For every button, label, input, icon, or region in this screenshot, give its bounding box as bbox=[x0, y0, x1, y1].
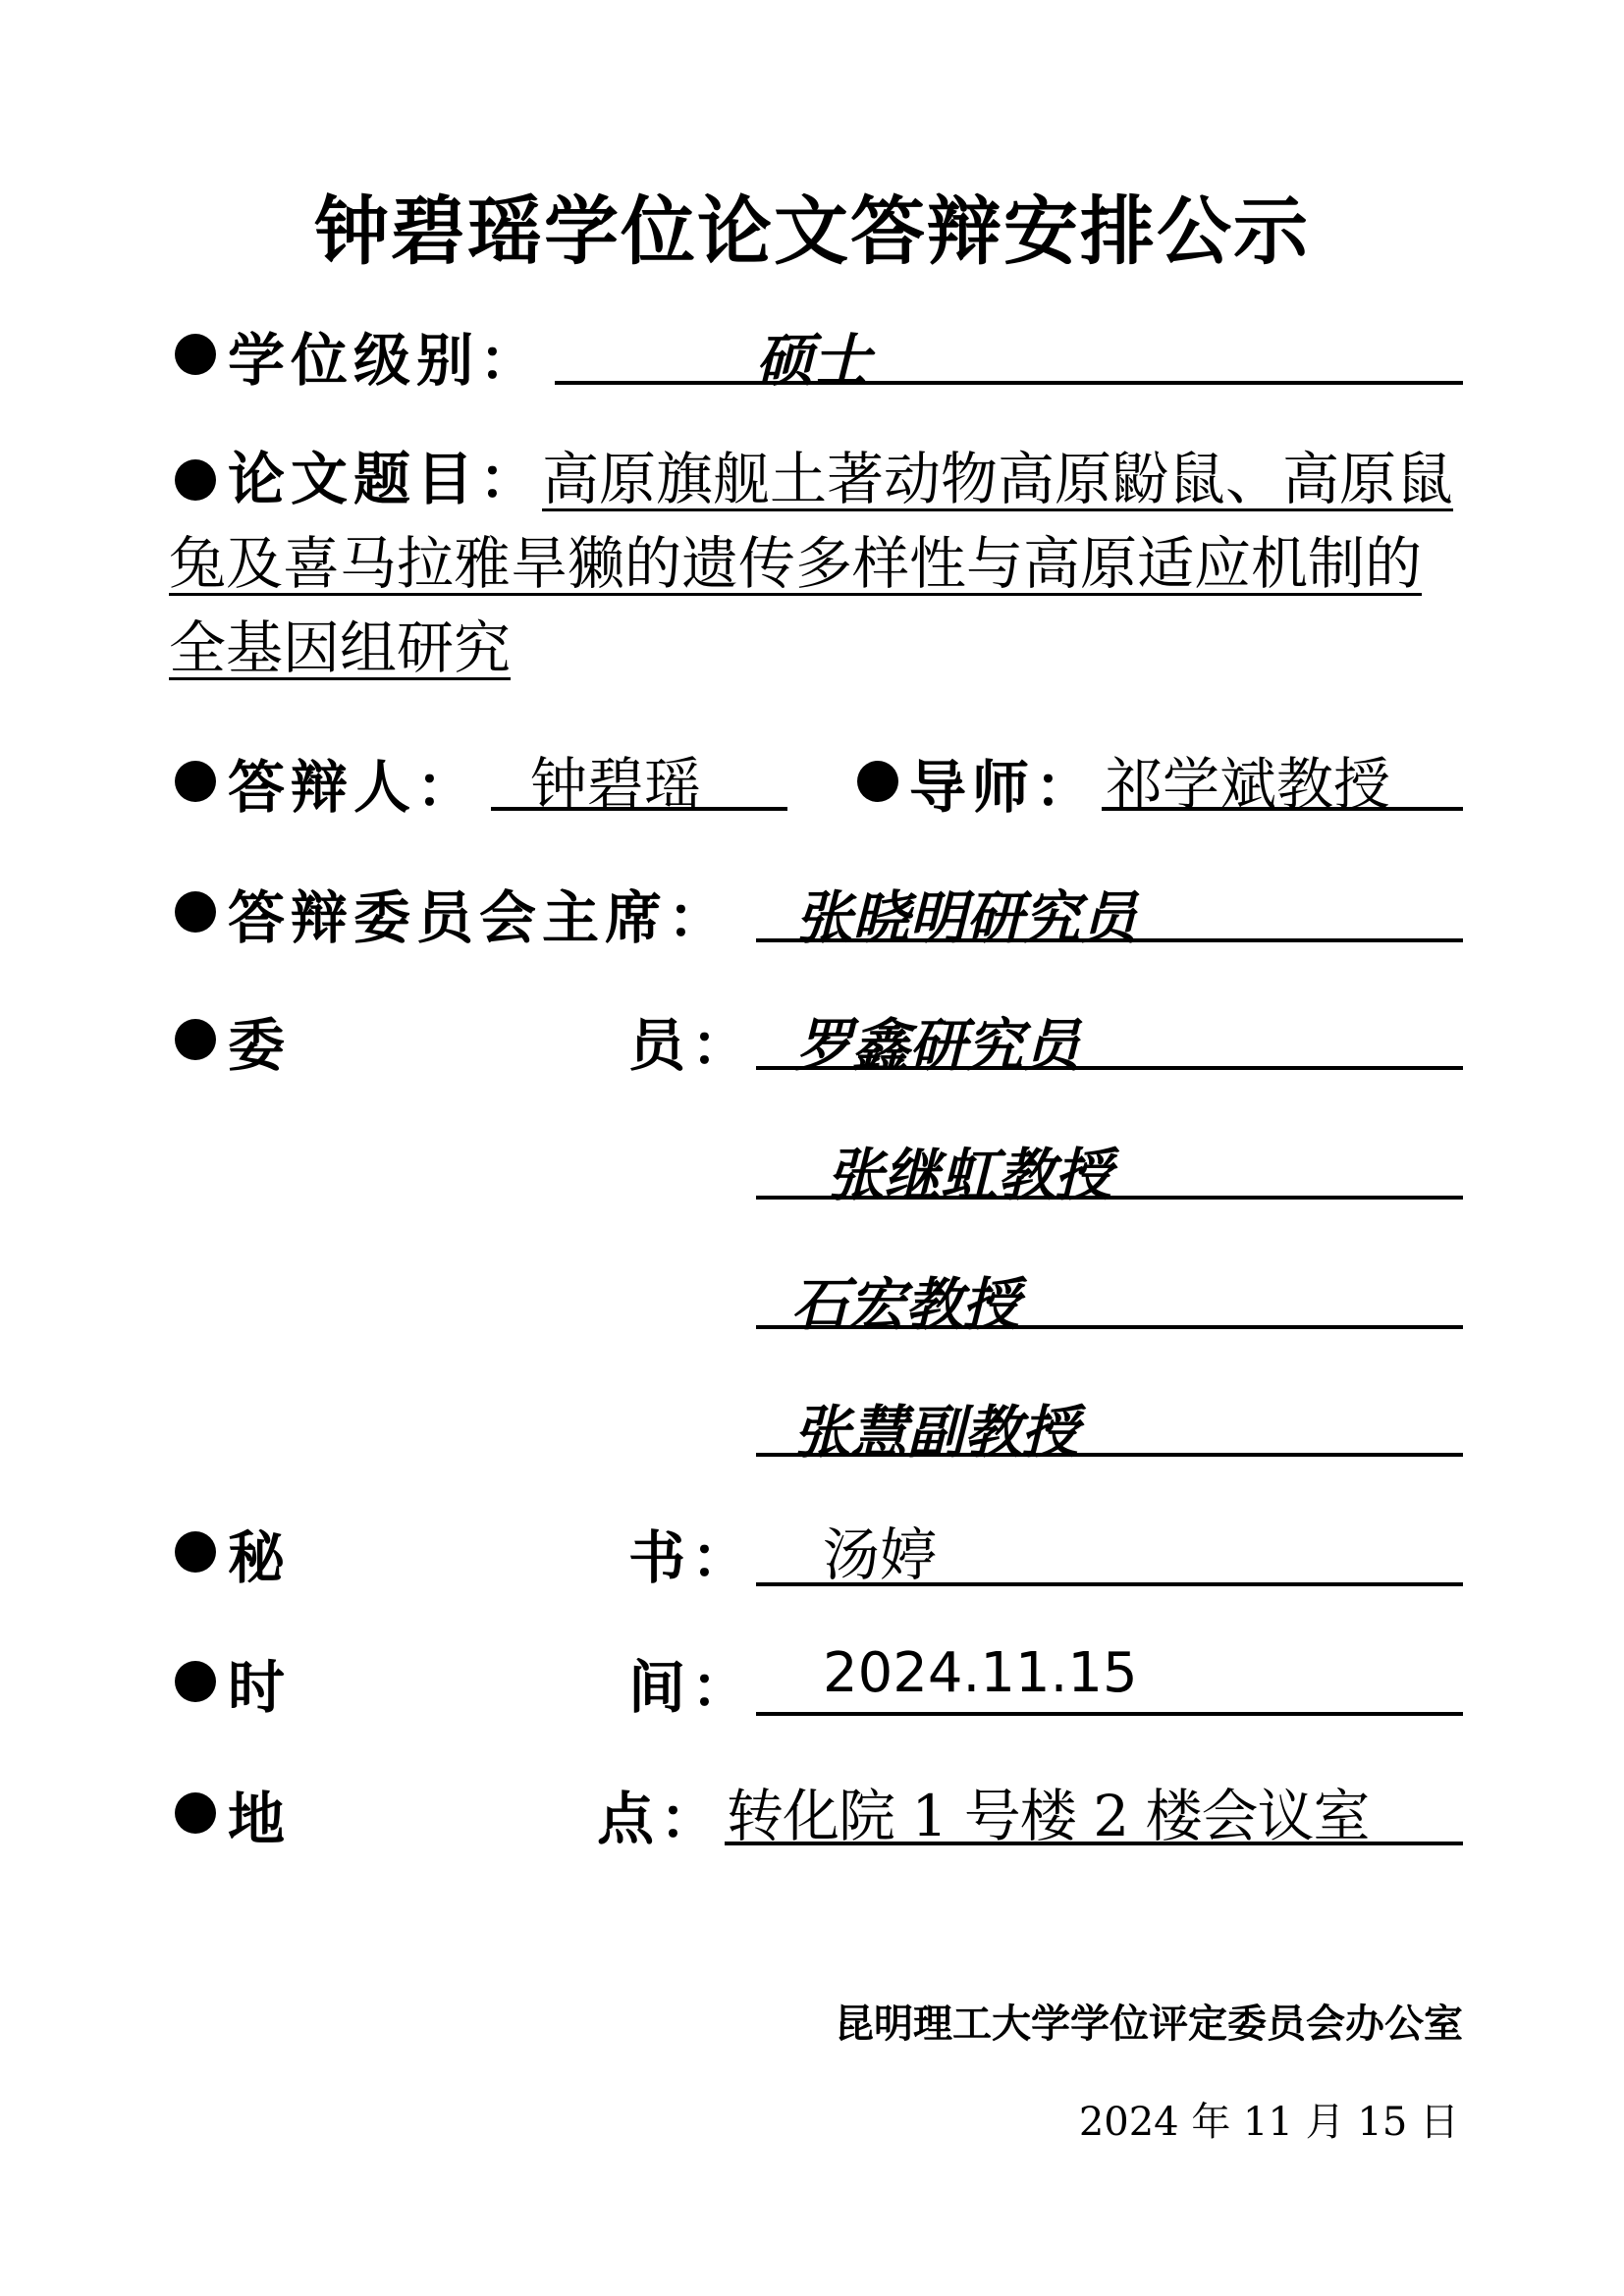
time-label-left: 时 bbox=[228, 1654, 292, 1721]
advisor-label: 导师： bbox=[909, 754, 1099, 821]
degree-underline bbox=[555, 381, 1463, 385]
defender-label: 答辩人： bbox=[228, 754, 480, 821]
member-value: 张继虹教授 bbox=[827, 1142, 1112, 1208]
location-label-left: 地 bbox=[228, 1786, 292, 1852]
bullet-icon bbox=[175, 1531, 216, 1573]
footer-office: 昆明理工大学学位评定委员会办公室 bbox=[835, 2001, 1463, 2047]
bullet-icon bbox=[175, 334, 216, 375]
time-label-right: 间： bbox=[628, 1654, 755, 1721]
degree-label: 学位级别： bbox=[228, 327, 543, 394]
secretary-label-left: 秘 bbox=[228, 1524, 292, 1591]
member-value: 张慧副教授 bbox=[793, 1399, 1079, 1466]
members-label-left: 委 bbox=[228, 1012, 292, 1079]
time-underline bbox=[756, 1712, 1463, 1716]
thesis-label: 论文题目： bbox=[228, 446, 543, 512]
bullet-icon bbox=[857, 761, 898, 802]
chair-value: 张晓明研究员 bbox=[795, 884, 1138, 951]
advisor-value: 祁学斌教授 bbox=[1106, 751, 1391, 818]
bullet-icon bbox=[175, 1792, 216, 1834]
footer-date: 2024 年 11 月 15 日 bbox=[1078, 2100, 1459, 2145]
secretary-value: 汤婷 bbox=[823, 1522, 938, 1588]
secretary-label-right: 书： bbox=[628, 1524, 755, 1591]
thesis-row bbox=[169, 437, 1465, 690]
member-value: 罗鑫研究员 bbox=[795, 1012, 1081, 1079]
members-label-right: 员： bbox=[628, 1012, 755, 1079]
degree-value: 硕士 bbox=[756, 327, 871, 394]
defender-value: 钟碧瑶 bbox=[530, 751, 702, 818]
location-value: 转化院 1 号楼 2 楼会议室 bbox=[727, 1783, 1370, 1849]
member-value: 石宏教授 bbox=[791, 1271, 1020, 1338]
time-value: 2024.11.15 bbox=[823, 1641, 1138, 1705]
thesis-title: 高原旗舰土著动物高原鼢鼠、高原鼠兔及喜马拉雅旱獭的遗传多样性与高原适应机制的全基因组研究 bbox=[169, 446, 1454, 681]
bullet-icon bbox=[175, 1661, 216, 1702]
chair-label: 答辩委员会主席： bbox=[228, 884, 731, 951]
bullet-icon bbox=[175, 1019, 216, 1060]
bullet-icon bbox=[175, 891, 216, 933]
bullet-icon bbox=[175, 761, 216, 802]
location-label-right: 点： bbox=[597, 1786, 724, 1852]
page-title: 钟碧瑶学位论文答辩安排公示 bbox=[314, 187, 1310, 275]
